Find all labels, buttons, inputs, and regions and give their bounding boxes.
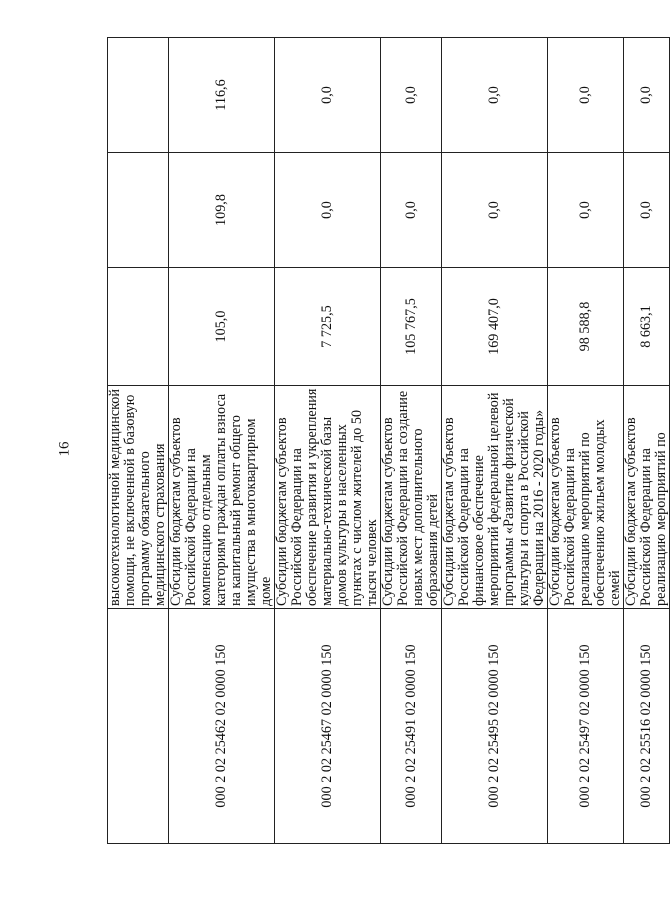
row-name: Субсидии бюджетам субъектов Российской Федерации на компенсацию отдельным категориям граждан оплаты взноса на капитальный ремонт общего имущества в многоквартирном доме: [169, 386, 275, 609]
table-row: [108, 38, 169, 844]
row-value-1: 105 767,5: [381, 268, 442, 386]
row-value-1: [108, 268, 169, 386]
table-row: [548, 38, 624, 844]
row-value-1: 8 663,1: [624, 268, 670, 386]
row-code: 000 2 02 25462 02 0000 150: [169, 609, 275, 844]
row-value-1: 98 588,8: [548, 268, 624, 386]
row-value-3: 0,0: [381, 38, 442, 153]
row-name: Субсидии бюджетам субъектов Российской Федерации на реализацию мероприятий по обеспечению жильем молодых семей: [548, 386, 624, 609]
row-value-3: 0,0: [275, 38, 381, 153]
table-row: [275, 38, 381, 844]
row-value-1: 169 407,0: [442, 268, 548, 386]
row-value-2: 0,0: [442, 153, 548, 268]
table-row: [169, 38, 275, 844]
row-value-3: 0,0: [548, 38, 624, 153]
rotated-table-container: [107, 38, 669, 844]
row-value-2: 0,0: [381, 153, 442, 268]
table-row: [442, 38, 548, 844]
row-code: 000 2 02 25467 02 0000 150: [275, 609, 381, 844]
row-value-3: [108, 38, 169, 153]
row-name: Субсидии бюджетам субъектов Российской Федерации на реализацию мероприятий по: [624, 386, 670, 609]
row-value-1: 7 725,5: [275, 268, 381, 386]
row-name: Субсидии бюджетам субъектов Российской Федерации на финансовое обеспечение мероприятий федеральной целевой программы «Развитие физической культуры и спорта в Российской Федерации на 2016 - 2020 годы»: [442, 386, 548, 609]
table-row: [381, 38, 442, 844]
row-code: 000 2 02 25497 02 0000 150: [548, 609, 624, 844]
row-name: Субсидии бюджетам субъектов Российской Федерации на создание новых мест дополнительного образования детей: [381, 386, 442, 609]
page-number: 16: [56, 441, 73, 457]
row-value-2: [108, 153, 169, 268]
row-code: 000 2 02 25491 02 0000 150: [381, 609, 442, 844]
row-name: Субсидии бюджетам субъектов Российской Федерации на обеспечение развития и укрепления материально-технической базы домов культуры в населенных пунктах с числом жителей до 50 тысяч человек: [275, 386, 381, 609]
row-name: высокотехнологичной медицинской помощи, не включенной в базовую программу обязательного медицинского страхования: [108, 386, 169, 609]
row-value-3: 116,6: [169, 38, 275, 153]
budget-table: [107, 37, 670, 844]
row-value-3: 0,0: [442, 38, 548, 153]
row-value-1: 105,0: [169, 268, 275, 386]
rotated-page-content: [107, 38, 669, 844]
row-code: 000 2 02 25516 02 0000 150: [624, 609, 670, 844]
row-code: [108, 609, 169, 844]
row-value-3: 0,0: [624, 38, 670, 153]
row-value-2: 109,8: [169, 153, 275, 268]
row-value-2: 0,0: [624, 153, 670, 268]
row-value-2: 0,0: [548, 153, 624, 268]
row-code: 000 2 02 25495 02 0000 150: [442, 609, 548, 844]
table-row: [624, 38, 670, 844]
row-value-2: 0,0: [275, 153, 381, 268]
